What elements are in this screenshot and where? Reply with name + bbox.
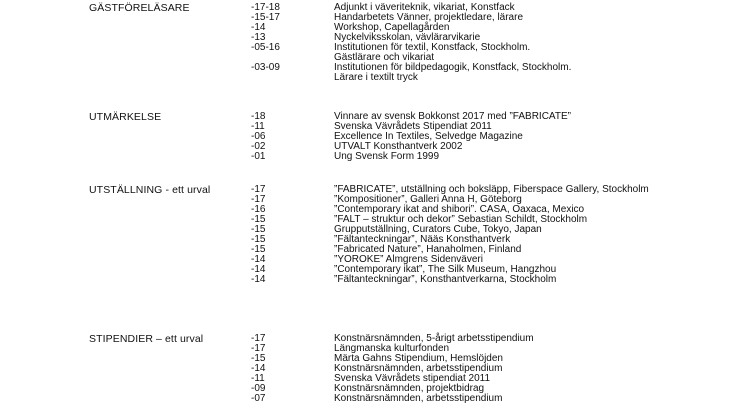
section-title: GÄSTFÖRELÄSARE (89, 2, 190, 14)
entry-text: ”Fältanteckningar”, Konsthantverkarna, Stockholm (334, 274, 557, 285)
entry-year: -14 (251, 22, 266, 33)
entry-text: Svenska Vävrådets stipendiat 2011 (334, 373, 491, 384)
entry-text: Konstnärsnämnden, arbetsstipendium (334, 393, 503, 404)
entry-text: ”FABRICATE”, utställning och boksläpp, Fiberspace Gallery, Stockholm (334, 184, 649, 195)
entry-year: -17-18 (251, 2, 280, 13)
entry-list (0, 185, 746, 285)
entry-year: -15-17 (251, 12, 280, 23)
entry-year: -18 (251, 111, 266, 122)
entry-year: -11 (251, 373, 265, 384)
entry-year: -06 (251, 131, 266, 142)
entry-year: -15 (251, 224, 266, 235)
entry-year: -02 (251, 141, 266, 152)
entry-list (0, 3, 746, 83)
entry-text: Institutionen för textil, Konstfack, Stockholm. (334, 42, 531, 53)
entry-year: -05-16 (251, 42, 280, 53)
list-item (0, 152, 746, 162)
entry-text: ”FALT – struktur och dekor” Sebastian Schildt, Stockholm (334, 214, 588, 225)
entry-text: Ung Svensk Form 1999 (334, 151, 440, 162)
entry-year: -11 (251, 121, 265, 132)
entry-year: -14 (251, 254, 266, 265)
section-title: UTMÄRKELSE (89, 111, 162, 123)
entry-text: ”Fältanteckningar”, Nääs Konsthantverk (334, 234, 511, 245)
entry-year: -15 (251, 234, 266, 245)
entry-text: Längmanska kulturfonden (334, 343, 450, 354)
entry-text: Konstnärsnämnden, projektbidrag (334, 383, 485, 394)
entry-year: -03-09 (251, 62, 280, 73)
entry-year: -17 (251, 343, 266, 354)
entry-text: ”Fabricated Nature”, Hanaholmen, Finland (334, 244, 522, 255)
entry-text: Konstnärsnämnden, arbetsstipendium (334, 363, 503, 374)
entry-text: Grupputställning, Curators Cube, Tokyo, Japan (334, 224, 542, 235)
entry-year: -14 (251, 264, 266, 275)
entry-text: Handarbetets Vänner, projektledare, lärare (334, 12, 524, 23)
entry-year: -07 (251, 393, 266, 404)
entry-text: Lärare i textilt tryck (334, 72, 418, 83)
entry-text: Konstnärsnämnden, 5-årigt arbetsstipendium (334, 333, 534, 344)
entry-text: ”YOROKE” Almgrens Sidenväveri (334, 254, 483, 265)
entry-text: ”Kompositioner”, Galleri Anna H, Göteborg (334, 194, 522, 205)
entry-text: Gästlärare och vikariat (334, 52, 435, 63)
entry-year: -17 (251, 184, 266, 195)
list-item (0, 275, 746, 285)
list-item (0, 73, 746, 83)
entry-text: Märta Gahns Stipendium, Hemslöjden (334, 353, 503, 364)
entry-year: -16 (251, 204, 266, 215)
entry-text: Excellence In Textiles, Selvedge Magazine (334, 131, 523, 142)
entry-year: -09 (251, 383, 266, 394)
entry-year: -14 (251, 274, 266, 285)
entry-year: -17 (251, 333, 266, 344)
entry-year: -17 (251, 194, 266, 205)
list-item (0, 394, 746, 404)
entry-text: Adjunkt i väveriteknik, vikariat, Konstfack (334, 2, 515, 13)
entry-text: Workshop, Capellagården (334, 22, 450, 33)
entry-year: -15 (251, 214, 266, 225)
entry-text: Svenska Vävrådets Stipendiat 2011 (334, 121, 492, 132)
entry-text: Vinnare av svensk Bokkonst 2017 med ”FABRICATE” (334, 111, 571, 122)
entry-list (0, 334, 746, 404)
entry-year: -15 (251, 353, 266, 364)
entry-year: -15 (251, 244, 266, 255)
section-title: STIPENDIER – ett urval (89, 333, 204, 345)
entry-list (0, 112, 746, 162)
entry-year: -01 (251, 151, 266, 162)
entry-text: UTVALT Konsthantverk 2002 (334, 141, 463, 152)
entry-text: Institutionen för bildpedagogik, Konstfack, Stockholm. (334, 62, 572, 73)
entry-text: Nyckelviksskolan, vävlärarvikarie (334, 32, 481, 43)
entry-year: -13 (251, 32, 266, 43)
entry-text: ”Contemporary ikat and shibori”. CASA, Oaxaca, Mexico (334, 204, 585, 215)
section-title: UTSTÄLLNING - ett urval (89, 184, 211, 196)
entry-text: ”Contemporary ikat”, The Silk Museum, Hangzhou (334, 264, 557, 275)
entry-year: -14 (251, 363, 266, 374)
